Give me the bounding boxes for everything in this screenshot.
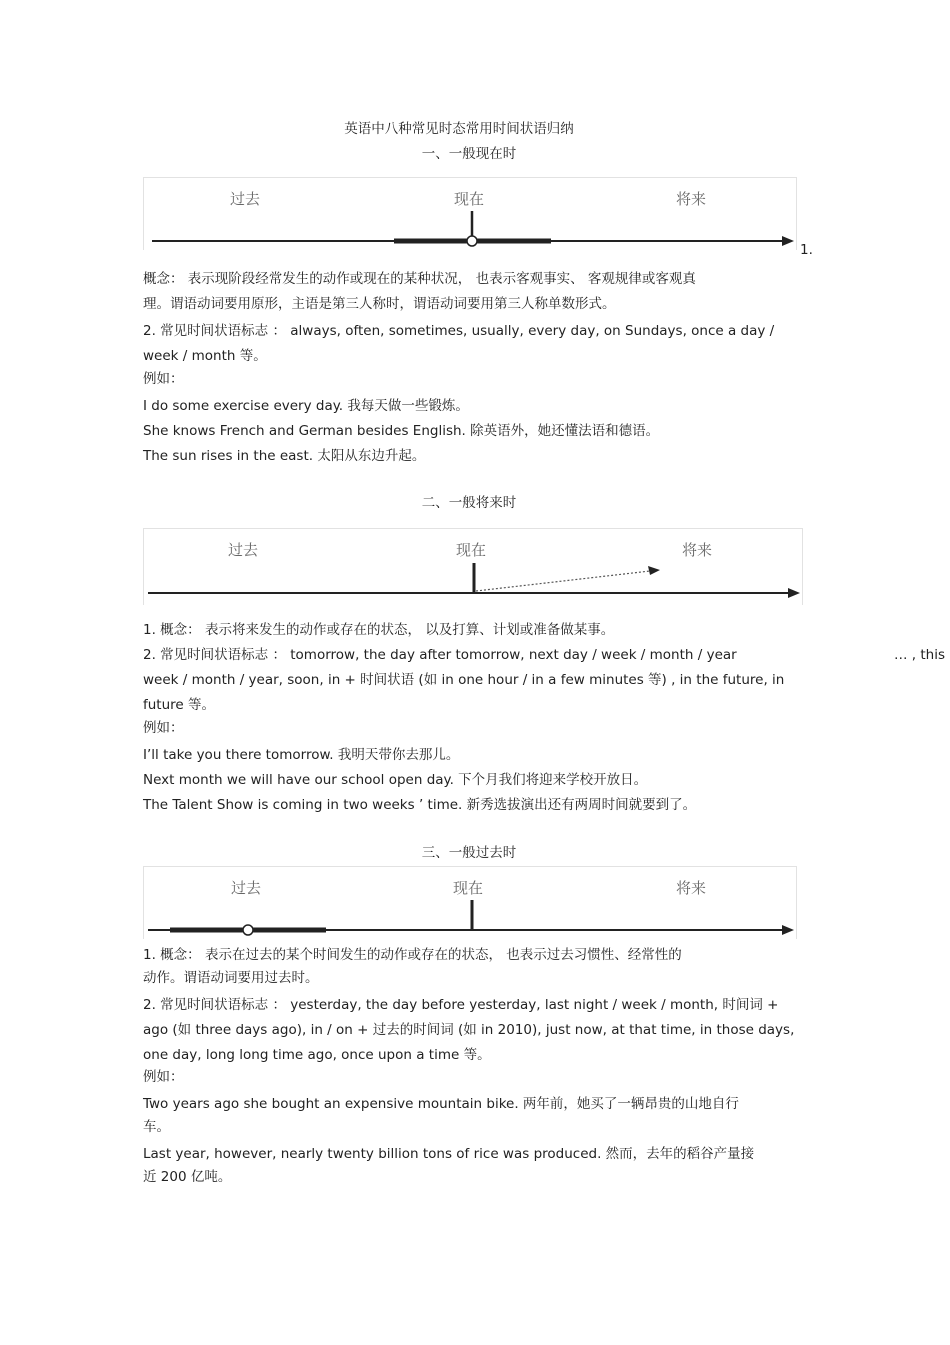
example-sentence: I do some exercise every day. 我每天做一些锻炼。: [143, 398, 469, 414]
example-label: 例如：: [143, 1069, 184, 1085]
example-sentence: 车。: [143, 1119, 170, 1135]
section2-heading: 二、一般将来时: [421, 495, 517, 511]
timeline-diagram-past: [143, 866, 797, 939]
section3-heading: 三、一般过去时: [421, 845, 517, 861]
timeline-label-future: 将来: [676, 879, 707, 897]
time-markers-text: week / month 等。: [143, 348, 267, 364]
concept-text: 1. 概念： 表示在过去的某个时间发生的动作或存在的状态， 也表示过去习惯性、经常性的: [143, 947, 682, 963]
concept-text: 1. 概念： 表示将来发生的动作或存在的状态， 以及打算、计划或准备做某事。: [143, 622, 615, 638]
example-sentence: I’ll take you there tomorrow. 我明天带你去那儿。: [143, 747, 460, 763]
timeline-now-point: [467, 236, 477, 246]
timeline-label-past: 过去: [228, 541, 259, 559]
timeline-label-now: 现在: [454, 190, 485, 208]
example-sentence: She knows French and German besides English. 除英语外，她还懂法语和德语。: [143, 423, 660, 439]
timeline-arrowhead: [782, 236, 794, 246]
example-sentence: The sun rises in the east. 太阳从东边升起。: [143, 448, 426, 464]
example-label: 例如：: [143, 371, 184, 387]
time-markers-text: future 等。: [143, 697, 216, 713]
timeline-label-now: 现在: [453, 879, 484, 897]
time-markers-text: … , this: [894, 647, 946, 663]
concept-text: 动作。谓语动词要用过去时。: [143, 970, 319, 986]
timeline-diagram-future: [143, 528, 803, 605]
timeline-diagram-present: [143, 177, 797, 250]
timeline-arrowhead: [782, 925, 794, 935]
concept-text: 理。谓语动词要用原形，主语是第三人称时，谓语动词要用第三人称单数形式。: [143, 296, 616, 312]
time-markers-text: 2. 常见时间状语标志 ： always, often, sometimes, usually, every day, on Sundays, once a day /: [143, 323, 775, 339]
page-title: 英语中八种常见时态常用时间状语归纳: [344, 121, 574, 137]
time-markers-text: 2. 常见时间状语标志 ： yesterday, the day before yesterday, last night / week / month, 时间词 +: [143, 997, 779, 1013]
timeline-past-point: [243, 925, 253, 935]
example-sentence: Next month we will have our school open day. 下个月我们将迎来学校开放日。: [143, 772, 648, 788]
timeline-label-future: 将来: [676, 190, 707, 208]
example-label: 例如：: [143, 720, 184, 736]
timeline-future-projection: [476, 571, 650, 591]
list-marker: 1.: [800, 242, 813, 258]
timeline-label-past: 过去: [231, 879, 262, 897]
timeline-projection-arrowhead: [648, 566, 660, 575]
time-markers-text: ago (如 three days ago), in / on + 过去的时间词 (如 in 2010), just now, at that time, in those days,: [143, 1022, 795, 1038]
timeline-label-now: 现在: [456, 541, 487, 559]
concept-text: 概念： 表示现阶段经常发生的动作或现在的某种状况， 也表示客观事实、 客观规律或客观真: [143, 271, 696, 287]
time-markers-text: week / month / year, soon, in + 时间状语 (如 in one hour / in a few minutes 等) , in the future, in: [143, 672, 785, 688]
time-markers-text: 2. 常见时间状语标志 ： tomorrow, the day after tomorrow, next day / week / month / year: [143, 647, 737, 663]
timeline-label-future: 将来: [682, 541, 713, 559]
example-sentence: The Talent Show is coming in two weeks ’ time. 新秀选拔演出还有两周时间就要到了。: [143, 797, 697, 813]
time-markers-text: one day, long long time ago, once upon a time 等。: [143, 1047, 491, 1063]
example-sentence: 近 200 亿吨。: [143, 1169, 232, 1185]
timeline-arrowhead: [788, 588, 800, 598]
section1-heading: 一、一般现在时: [421, 146, 517, 162]
example-sentence: Last year, however, nearly twenty billion tons of rice was produced. 然而，去年的稻谷产量接: [143, 1146, 755, 1162]
timeline-label-past: 过去: [230, 190, 261, 208]
example-sentence: Two years ago she bought an expensive mountain bike. 两年前，她买了一辆昂贵的山地自行: [143, 1096, 739, 1112]
